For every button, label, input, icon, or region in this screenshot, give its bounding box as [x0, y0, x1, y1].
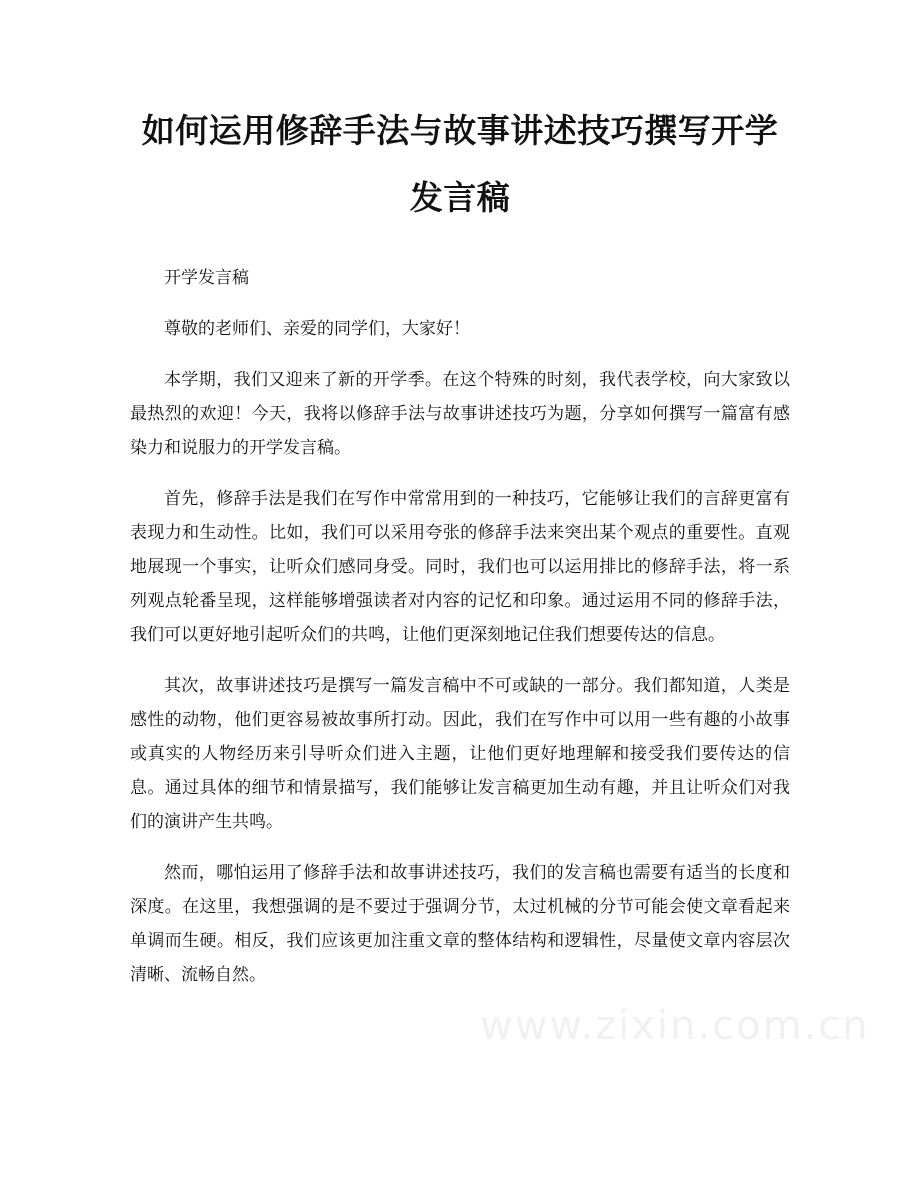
paragraph-3: 其次，故事讲述技巧是撰写一篇发言稿中不可或缺的一部分。我们都知道，人类是感性的动物，他们更容易被故事所打动。因此，我们在写作中可以用一些有趣的小故事或真实的人物经历来引导听众们进入主题，让他们更好地理解和接受我们要传达的信息。通过具体的细节和情景描写，我们能够让发言稿更加生动有趣，并且让听众们对我们的演讲产生共鸣。 [130, 676, 790, 832]
document-title: 如何运用修辞手法与故事讲述技巧撰写开学发言稿 [141, 111, 779, 217]
heading-label: 开学发言稿 [164, 268, 249, 288]
paragraph-1: 本学期，我们又迎来了新的开学季。在这个特殊的时刻，我代表学校，向大家致以最热烈的欢迎！今天，我将以修辞手法与故事讲述技巧为题，分享如何撰写一篇富有感染力和说服力的开学发言稿。 [130, 370, 790, 458]
greeting: 尊敬的老师们、亲爱的同学们，大家好！ [164, 319, 470, 339]
document-body [130, 231, 790, 992]
paragraph-4: 然而，哪怕运用了修辞手法和故事讲述技巧，我们的发言稿也需要有适当的长度和深度。在这里，我想强调的是不要过于强调分节，太过机械的分节可能会使文章看起来单调而生硬。相反，我们应该更加注重文章的整体结构和逻辑性，尽量使文章内容层次清晰、流畅自然。 [130, 863, 790, 985]
paragraph-2: 首先，修辞手法是我们在写作中常常用到的一种技巧，它能够让我们的言辞更富有表现力和生动性。比如，我们可以采用夸张的修辞手法来突出某个观点的重要性。直观地展现一个事实，让听众们感同身受。同时，我们也可以运用排比的修辞手法，将一系列观点轮番呈现，这样能够增强读者对内容的记忆和印象。通过运用不同的修辞手法，我们可以更好地引起听众们的共鸣，让他们更深刻地记住我们想要传达的信息。 [130, 489, 790, 645]
watermark: www.zixin.com.cn [480, 1003, 870, 1049]
